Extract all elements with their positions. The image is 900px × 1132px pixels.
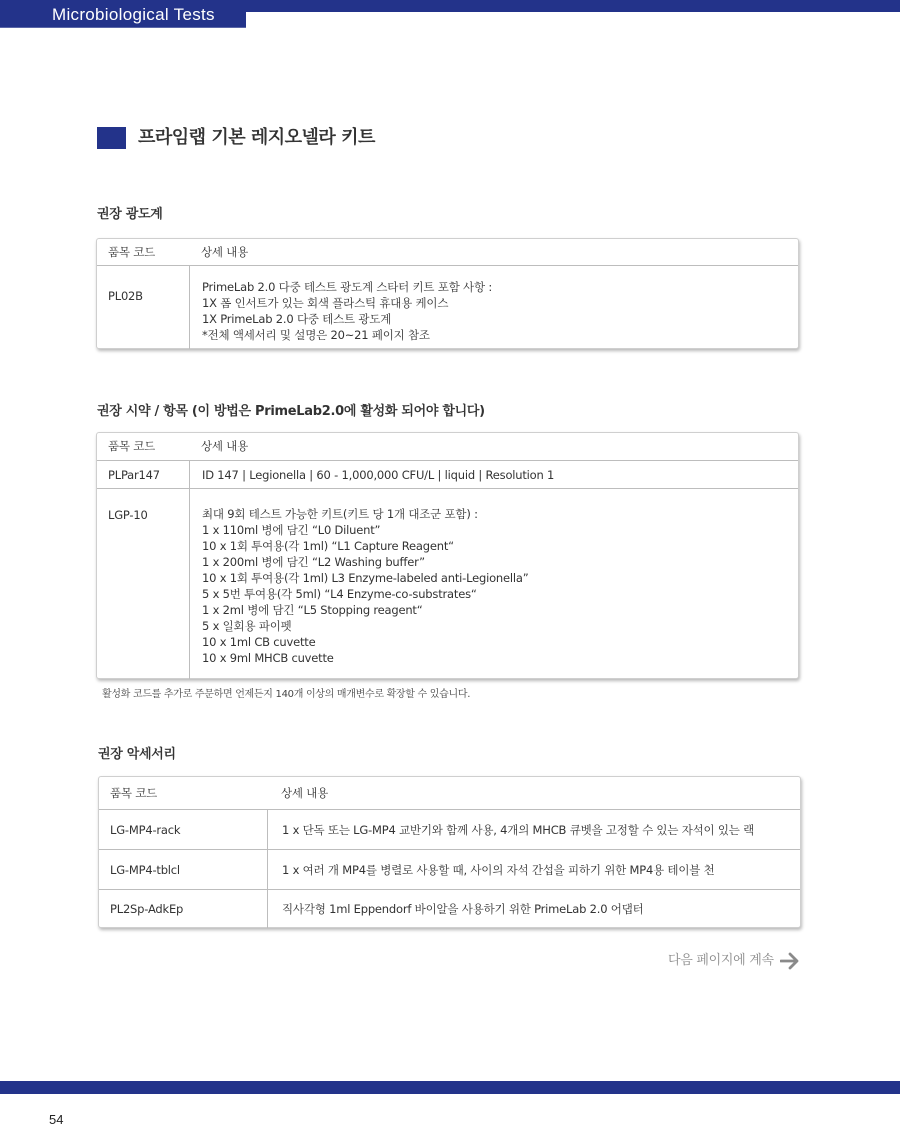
- item-detail: [189, 266, 798, 349]
- page-title: 프라임랩 기본 레지오넬라 키트: [138, 127, 375, 148]
- reagents-table: [96, 432, 799, 679]
- item-detail: 1 x 여러 개 MP4를 병렬로 사용할 때, 사이의 자석 간섭을 피하기 위한 MP4용 테이블 천: [267, 850, 800, 890]
- column-header-code: 품목 코드: [110, 786, 158, 800]
- category-tab: Microbiological Tests: [0, 0, 246, 28]
- item-detail: 직사각형 1ml Eppendorf 바이알을 사용하기 위한 PrimeLab 2.0 어댑터: [267, 890, 800, 928]
- detail-line: 최대 9회 테스트 가능한 키트(키트 당 1개 대조군 포함) :: [202, 507, 478, 521]
- item-detail: 1 x 단독 또는 LG-MP4 교반기와 함께 사용, 4개의 MHCB 큐벳을 고정할 수 있는 자석이 있는 랙: [267, 810, 800, 850]
- detail-line: 10 x 1회 투여용(각 1ml) “L1 Capture Reagent“: [202, 539, 454, 553]
- continue-label: 다음 페이지에 계속: [668, 953, 774, 968]
- detail-line: 1X 폼 인서트가 있는 회색 플라스틱 휴대용 케이스: [202, 296, 449, 310]
- item-code: PLPar147: [108, 468, 160, 482]
- item-code: LG-MP4-rack: [110, 823, 181, 837]
- section-heading-accessories: 권장 악세서리: [98, 747, 176, 762]
- title-marker: [97, 127, 126, 149]
- column-header-detail: 상세 내용: [201, 439, 249, 453]
- item-detail: [189, 489, 798, 679]
- table-row: [97, 488, 798, 679]
- item-detail: ID 147 | Legionella | 60 - 1,000,000 CFU/L | liquid | Resolution 1: [189, 461, 798, 489]
- section-heading-reagents: 권장 시약 / 항목 (이 방법은 PrimeLab2.0에 활성화 되어야 합니다): [97, 404, 485, 419]
- detail-line: 1 x 200ml 병에 담긴 “L2 Washing buffer”: [202, 555, 425, 569]
- detail-line: 10 x 1ml CB cuvette: [202, 635, 316, 649]
- table-row: [99, 889, 800, 928]
- column-header-detail: 상세 내용: [281, 786, 329, 800]
- column-header-code: 품목 코드: [108, 439, 156, 453]
- detail-line: 5 x 5번 투여용(각 5ml) “L4 Enzyme-co-substrates“: [202, 587, 477, 601]
- table-row: [97, 265, 798, 349]
- table-row: [97, 460, 798, 489]
- accessories-table: [98, 776, 801, 928]
- bottom-bar: [0, 1081, 900, 1094]
- item-code: LG-MP4-tblcl: [110, 863, 180, 877]
- item-code: PL02B: [108, 289, 143, 303]
- detail-line: PrimeLab 2.0 다중 테스트 광도계 스타터 키트 포함 사항 :: [202, 280, 493, 294]
- section-heading-photometer: 권장 광도계: [97, 207, 163, 222]
- activation-note: 활성화 코드를 추가로 주문하면 언제든지 140개 이상의 매개변수로 확장할 수 있습니다.: [102, 689, 471, 700]
- photometer-table: [96, 238, 799, 349]
- detail-line: 1 x 2ml 병에 담긴 “L5 Stopping reagent“: [202, 603, 423, 617]
- item-code: PL2Sp-AdkEp: [110, 902, 184, 916]
- detail-line: 1 x 110ml 병에 담긴 “L0 Diluent”: [202, 523, 381, 537]
- table-row: [99, 809, 800, 850]
- column-header-code: 품목 코드: [108, 245, 156, 259]
- item-code: LGP-10: [108, 508, 148, 522]
- detail-line: 10 x 1회 투여용(각 1ml) L3 Enzyme-labeled anti-Legionella”: [202, 571, 529, 585]
- detail-line: 10 x 9ml MHCB cuvette: [202, 651, 334, 665]
- continue-next-page: [668, 951, 800, 971]
- table-header-row: [97, 433, 798, 460]
- table-header-row: [97, 239, 798, 265]
- page-number: 54: [49, 1112, 64, 1127]
- arrow-right-icon: [780, 951, 800, 971]
- table-row: [99, 849, 800, 890]
- detail-line: 5 x 일회용 파이펫: [202, 619, 292, 633]
- column-header-detail: 상세 내용: [201, 245, 249, 259]
- detail-line: 1X PrimeLab 2.0 다중 테스트 광도계: [202, 312, 392, 326]
- table-header-row: [99, 777, 800, 809]
- detail-line: *전체 액세서리 및 설명은 20~21 페이지 참조: [202, 328, 430, 342]
